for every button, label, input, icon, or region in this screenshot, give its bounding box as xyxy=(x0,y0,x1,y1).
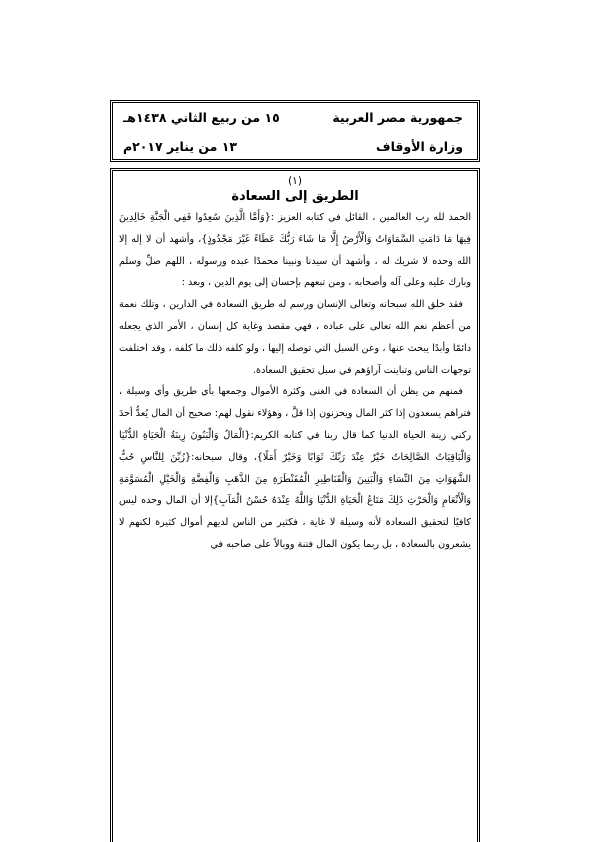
paragraph-creation xyxy=(119,294,471,381)
header-row-bottom xyxy=(123,139,463,157)
document-body xyxy=(110,168,480,842)
paragraph-text: فقد خلق الله سبحانه وتعالى الإنسان ورسم له طريق السعادة في الدارين ، وتلك نعمة من أعظم نعم الله تعالى على عباده ، فهي مقصد وغاية كل إنسان ، الأمر الذي يجعله دائمًا وأبدًا يبحث عنها ، وعن السبل التي توصله إليها ، ولو كلفه ذلك ما كلفه ، وقد اختلفت توجهات الناس وتباينت آراؤهم في سبل تحقيق السعادة. xyxy=(119,299,471,376)
paragraph-text: فمنهم من يظن أن السعادة في الغنى وكثرة الأموال وجمعها بأي طريق وأي وسيلة ، فتراهم يسعدون إذا كثر المال ويحزنون إذا قلَّ ، وهؤلاء نقول لهم: صحيح أن المال يُعدُّ أحدَ ركني زينة الحياة الدنيا كما قال ربنا في كتابه الكريم:{الْمَالُ وَالْبَنُونَ زِينَةُ الْحَيَاةِ الدُّنْيَا وَالْبَاقِيَاتُ الصَّالِحَاتُ خَيْرٌ عِنْدَ رَبِّكَ ثَوَابًا وَخَيْرٌ أَمَلًا}، وقال سبحانه:{زُيِّنَ لِلنَّاسِ حُبُّ الشَّهَوَاتِ مِنَ النِّسَاءِ وَالْبَنِينَ وَالْقَنَاطِيرِ الْمُقَنْطَرَةِ مِنَ الذَّهَبِ وَالْفِضَّةِ وَالْخَيْلِ الْمُسَوَّمَةِ وَالْأَنْعَامِ وَالْحَرْثِ ذَلِكَ مَتَاعُ الْحَيَاةِ الدُّنْيَا وَاللَّهُ عِنْدَهُ حُسْنُ الْمَآبِ}إلا أن المال وحده ليس كافيًا لتحقيق السعادة لأنه وسيلة لا غاية ، فكثير من الناس لديهم أموال كثيرة لكنهم لا يشعرون بالسعادة ، بل ربما يكون المال فتنة ووبالاً على صاحبه في xyxy=(119,386,471,550)
hijri-date: ١٥ من ربيع الثاني ١٤٣٨هـ xyxy=(123,110,280,125)
paragraph-wealth xyxy=(119,381,471,555)
ministry-name: وزارة الأوقاف xyxy=(376,139,463,154)
paragraph-intro xyxy=(119,207,471,294)
page-number: (١) xyxy=(288,175,302,187)
country-name: جمهورية مصر العربية xyxy=(332,110,463,125)
gregorian-date: ١٣ من يناير ٢٠١٧م xyxy=(123,139,237,154)
paragraph-text: الحمد لله رب العالمين ، القائل في كتابه العزيز :{وَأَمَّا الَّذِينَ سُعِدُوا فَفِي الْجَنَّةِ خَالِدِينَ فِيهَا مَا دَامَتِ السَّمَاوَاتُ وَالْأَرْضُ إِلَّا مَا شَاءَ رَبُّكَ عَطَاءً غَيْرَ مَجْذُوذٍ}، وأشهد أن لا إله إلا الله وحده لا شريك له ، وأشهد أن سيدنا ونبينا محمدًا عبده ورسوله ، اللهم صلِّ وسلم وبارك عليه وعلى آله وأصحابه ، ومن تبعهم بإحسان إلى يوم الدين ، وبعد : xyxy=(119,212,471,289)
document-title: الطريق إلى السعادة xyxy=(231,189,359,204)
header-row-top xyxy=(123,110,463,128)
document-header xyxy=(110,100,480,162)
